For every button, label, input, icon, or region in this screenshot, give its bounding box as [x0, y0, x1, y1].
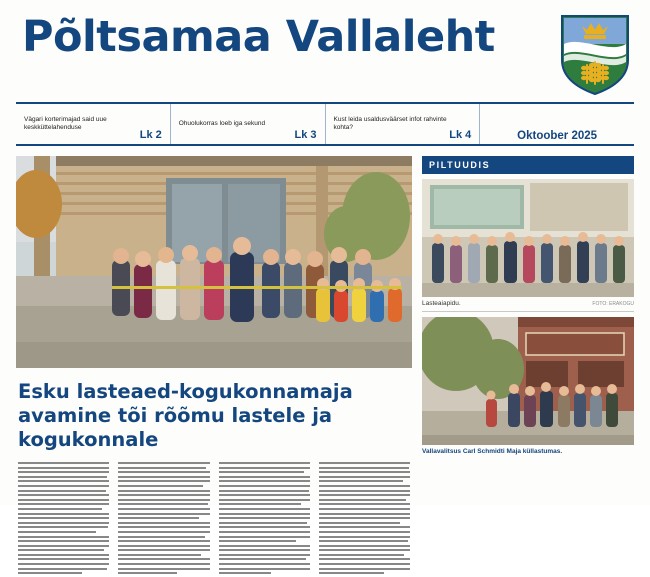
photo-caption-row-1 [422, 297, 634, 312]
text-line [219, 508, 310, 510]
text-line [118, 568, 209, 570]
text-line [18, 563, 109, 565]
article-column-4 [319, 462, 410, 577]
teaser-page-ref: Lk 4 [449, 129, 472, 141]
text-line [219, 467, 310, 469]
text-line [18, 526, 108, 528]
article-column-3 [219, 462, 310, 577]
text-line [18, 508, 102, 510]
text-line [319, 536, 410, 538]
article-column-2 [118, 462, 209, 577]
text-line [18, 471, 109, 473]
text-line [319, 494, 410, 496]
text-line [118, 536, 205, 538]
text-line [219, 480, 310, 482]
text-line [18, 480, 109, 482]
text-line [319, 490, 410, 492]
text-line [18, 554, 109, 556]
text-line [18, 476, 107, 478]
text-line [319, 503, 410, 505]
text-line [18, 540, 109, 542]
text-line [118, 485, 203, 487]
text-line [319, 545, 410, 547]
text-line [319, 568, 410, 570]
article-column-1 [18, 462, 109, 577]
text-line [219, 494, 310, 496]
teaser-text: Ohuolukorras loeb iga sekund [178, 119, 266, 127]
text-line [118, 476, 209, 478]
text-line [118, 494, 209, 496]
text-line [219, 531, 310, 533]
text-line [118, 513, 209, 515]
teaser-text: Kust leida usaldusväärset infot rahvinte kohta? [333, 115, 447, 131]
text-line [118, 572, 176, 574]
text-line [219, 476, 310, 478]
text-line [319, 508, 410, 510]
text-line [319, 513, 410, 515]
photo-caption: Vallavalitsus Carl Schmidti Maja küllastumas. [422, 448, 563, 455]
text-line [319, 480, 403, 482]
text-line [18, 549, 104, 551]
text-line [118, 554, 201, 556]
photo-caption: Lasteaiapidu. [422, 300, 461, 307]
text-line [319, 517, 410, 519]
text-line [219, 490, 309, 492]
text-line [219, 471, 305, 473]
text-line [219, 568, 310, 570]
text-line [18, 558, 109, 560]
ribbon-cutting-ceremony-photo [16, 156, 412, 368]
teaser-item-3[interactable] [326, 104, 481, 144]
text-line [219, 513, 310, 515]
text-line [18, 572, 82, 574]
text-line [18, 485, 109, 487]
text-line [118, 471, 209, 473]
text-line [319, 522, 400, 524]
issue-date: Oktoober 2025 [517, 130, 598, 142]
issue-date-block [480, 104, 634, 144]
text-line [18, 517, 109, 519]
text-line [118, 558, 209, 560]
text-line [219, 554, 310, 556]
main-story-column [16, 156, 412, 577]
piltuudis-column [422, 156, 634, 577]
text-line [219, 526, 310, 528]
text-line [118, 499, 209, 501]
text-line [118, 517, 198, 519]
text-line [319, 499, 407, 501]
carl-schmidti-maja-photo [422, 317, 634, 445]
text-line [219, 549, 310, 551]
text-line [118, 526, 209, 528]
text-line [118, 467, 206, 469]
text-line [319, 467, 409, 469]
text-line [118, 531, 209, 533]
text-line [18, 531, 96, 533]
text-line [118, 522, 209, 524]
text-line [18, 568, 107, 570]
text-line [319, 526, 410, 528]
teaser-page-ref: Lk 3 [294, 129, 317, 141]
text-line [219, 499, 310, 501]
masthead [16, 14, 634, 96]
text-line [18, 467, 109, 469]
text-line [118, 563, 209, 565]
photo-block-2 [422, 317, 634, 456]
text-line [18, 494, 109, 496]
text-line [18, 536, 109, 538]
community-gathering-photo [422, 179, 634, 297]
teaser-page-ref: Lk 2 [139, 129, 162, 141]
text-line [319, 476, 410, 478]
text-line [118, 503, 207, 505]
text-line [18, 522, 109, 524]
teaser-item-2[interactable] [171, 104, 326, 144]
text-line [219, 522, 308, 524]
text-line [319, 471, 410, 473]
text-line [18, 462, 109, 464]
text-line [319, 531, 410, 533]
text-line [219, 572, 272, 574]
text-line [319, 540, 408, 542]
text-line [118, 480, 209, 482]
text-line [319, 554, 404, 556]
text-line [118, 508, 209, 510]
teaser-bar [16, 102, 634, 146]
text-line [219, 462, 310, 464]
text-line [319, 572, 385, 574]
text-line [219, 563, 310, 565]
text-line [18, 503, 109, 505]
text-line [219, 485, 310, 487]
text-line [219, 503, 301, 505]
text-line [18, 499, 109, 501]
coat-of-arms-icon [560, 14, 630, 96]
page-title: Põltsamaa Vallaleht [22, 12, 495, 62]
text-line [118, 540, 209, 542]
text-line [118, 549, 209, 551]
lead-article-body [16, 462, 412, 577]
text-line [18, 513, 109, 515]
text-line [118, 490, 209, 492]
text-line [118, 545, 209, 547]
text-line [219, 545, 310, 547]
text-line [319, 485, 410, 487]
text-line [219, 558, 307, 560]
photo-credit: FOTO: ERAKOGU [592, 301, 634, 307]
text-line [319, 549, 410, 551]
text-line [18, 490, 106, 492]
section-title-piltuudis: PILTUUDIS [422, 156, 634, 174]
text-line [219, 517, 310, 519]
photo-block-1 [422, 179, 634, 312]
text-line [219, 540, 297, 542]
content-area [16, 156, 634, 577]
text-line [319, 558, 410, 560]
text-line [18, 545, 109, 547]
teaser-text: Vägari korterimajad said uue keskküttelahenduse [24, 115, 107, 131]
text-line [219, 536, 310, 538]
teaser-item-1[interactable] [16, 104, 171, 144]
text-line [118, 462, 209, 464]
text-line [319, 563, 410, 565]
lead-headline: Esku lasteaed-kogukonnamaja avamine tõi rõõmu lastele ja kogukonnale [18, 380, 353, 451]
text-line [319, 462, 410, 464]
